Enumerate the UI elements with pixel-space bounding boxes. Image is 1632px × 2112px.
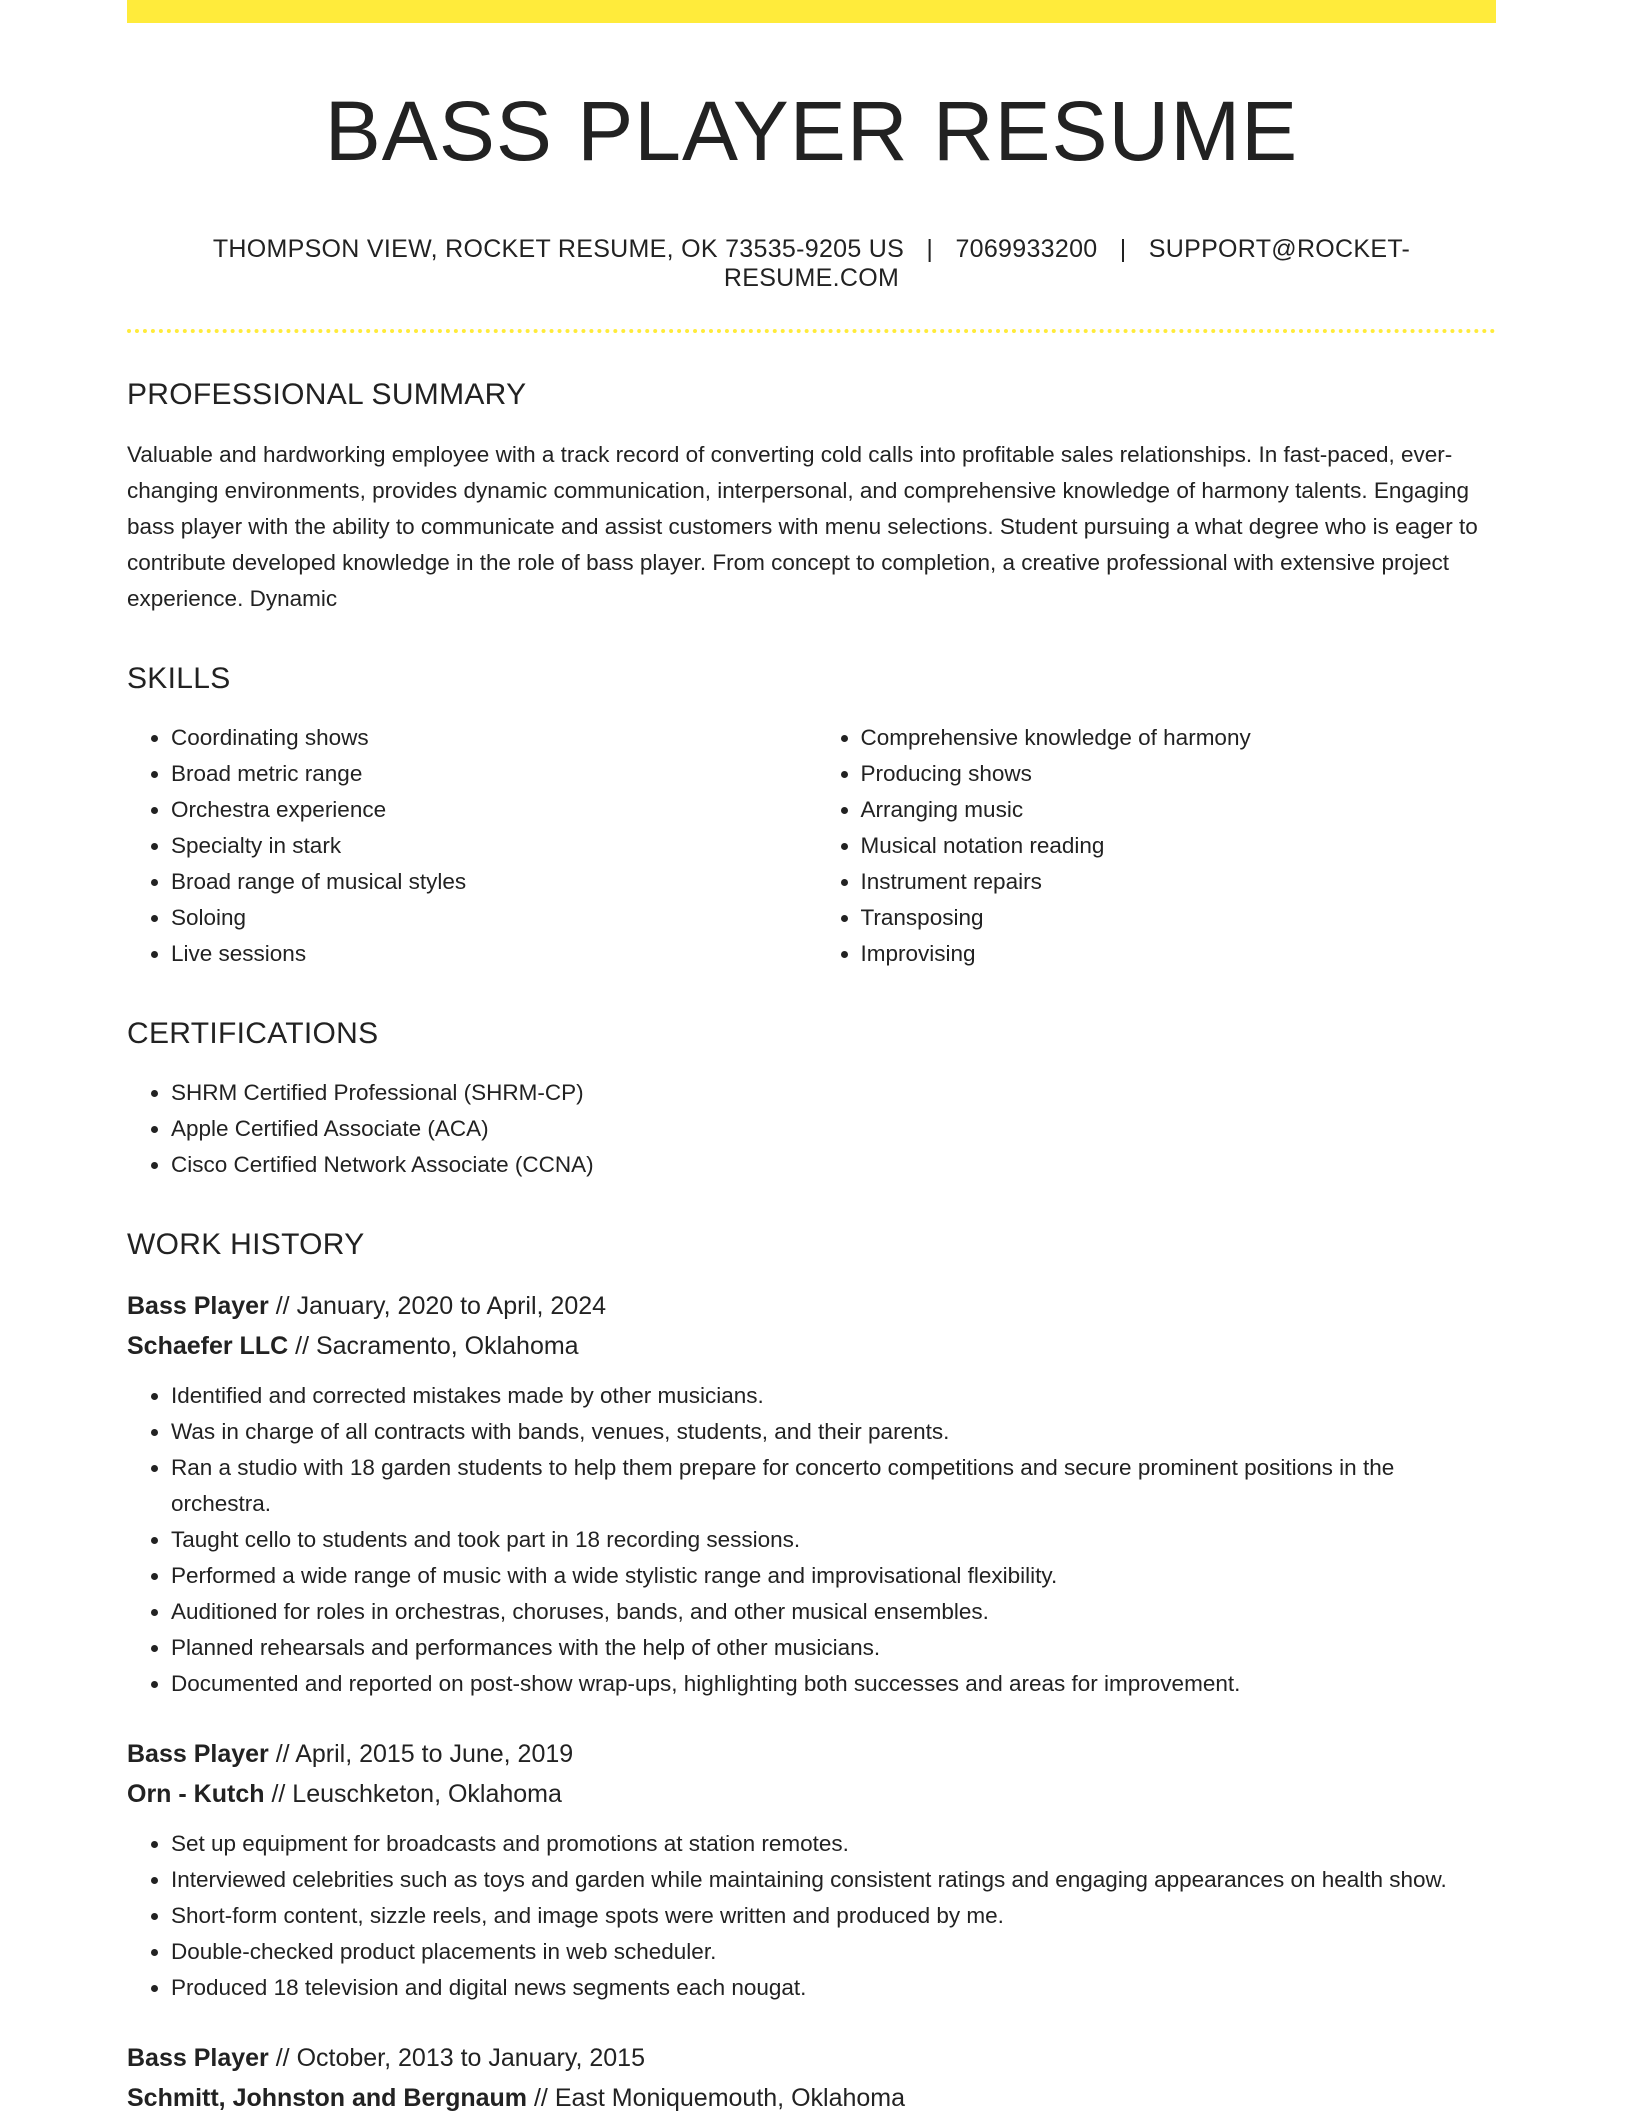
list-item: • Cisco Certified Network Associate (CCNA) xyxy=(171,1147,1496,1183)
list-item: • Set up equipment for broadcasts and promotions at station remotes. xyxy=(171,1826,1496,1862)
list-item: • Interviewed celebrities such as toys and garden while maintaining consistent ratings and engaging appearances on health show. xyxy=(171,1862,1496,1898)
certifications-list xyxy=(127,1075,1496,1183)
list-item: • Planned rehearsals and performances with the help of other musicians. xyxy=(171,1630,1496,1666)
skills-list-left xyxy=(127,720,812,972)
job-entry xyxy=(127,1286,1496,1702)
resume-content xyxy=(127,0,1496,2112)
job-delimiter: // xyxy=(264,1780,293,1809)
job-title-line xyxy=(127,2038,1496,2078)
contact-line xyxy=(127,235,1496,293)
list-item: • Soloing xyxy=(171,900,812,936)
job-delimiter: // xyxy=(288,1332,316,1361)
list-item: • Live sessions xyxy=(171,936,812,972)
job-title-line xyxy=(127,1734,1496,1774)
work-history-heading: WORK HISTORY xyxy=(127,1228,365,1262)
list-item: • Musical notation reading xyxy=(861,828,1497,864)
list-item: • Documented and reported on post-show wrap-ups, highlighting both successes and areas for improvement. xyxy=(171,1666,1496,1702)
contact-phone: 7069933200 xyxy=(955,235,1098,264)
list-item: • Performed a wide range of music with a wide stylistic range and improvisational flexibility. xyxy=(171,1558,1496,1594)
list-item: • Double-checked product placements in web scheduler. xyxy=(171,1934,1496,1970)
certifications-heading: CERTIFICATIONS xyxy=(127,1017,379,1051)
job-delimiter: // xyxy=(268,2044,297,2073)
job-company: Schaefer LLC xyxy=(127,1332,289,1361)
contact-email: SUPPORT@ROCKET-RESUME.COM xyxy=(723,235,1411,293)
list-item: • Producing shows xyxy=(861,756,1497,792)
work-history-list xyxy=(127,1286,1496,2112)
job-bullets xyxy=(127,1826,1496,2006)
job-role: Bass Player xyxy=(127,1292,269,1321)
list-item: • Orchestra experience xyxy=(171,792,812,828)
job-company: Schmitt, Johnston and Bergnaum xyxy=(127,2084,528,2112)
job-dates: October, 2013 to January, 2015 xyxy=(296,2044,645,2073)
list-item: • Coordinating shows xyxy=(171,720,812,756)
list-item: • SHRM Certified Professional (SHRM-CP) xyxy=(171,1075,1496,1111)
job-role: Bass Player xyxy=(127,2044,269,2073)
list-item: • Improvising xyxy=(861,936,1497,972)
job-delimiter: // xyxy=(527,2084,555,2112)
job-company-line xyxy=(127,1774,1496,1814)
list-item: • Produced 18 television and digital news segments each nougat. xyxy=(171,1970,1496,2006)
job-role: Bass Player xyxy=(127,1740,269,1769)
list-item: • Comprehensive knowledge of harmony xyxy=(861,720,1497,756)
contact-separator: | xyxy=(1119,235,1127,264)
contact-separator: | xyxy=(926,235,934,264)
list-item: • Was in charge of all contracts with bands, venues, students, and their parents. xyxy=(171,1414,1496,1450)
list-item: • Arranging music xyxy=(861,792,1497,828)
skills-heading: SKILLS xyxy=(127,662,231,696)
job-company-line xyxy=(127,1326,1496,1366)
list-item: • Instrument repairs xyxy=(861,864,1497,900)
job-location: Leuschketon, Oklahoma xyxy=(292,1780,562,1809)
job-delimiter: // xyxy=(268,1292,297,1321)
list-item: • Identified and corrected mistakes made by other musicians. xyxy=(171,1378,1496,1414)
job-company: Orn - Kutch xyxy=(127,1780,265,1809)
job-title-line xyxy=(127,1286,1496,1326)
list-item: • Ran a studio with 18 garden students to help them prepare for concerto competitions and secure prominent positions in the orchestra. xyxy=(171,1450,1496,1522)
list-item: • Broad range of musical styles xyxy=(171,864,812,900)
summary-heading: PROFESSIONAL SUMMARY xyxy=(127,378,527,412)
skills-list-right xyxy=(812,720,1497,972)
summary-text: Valuable and hardworking employee with a track record of converting cold calls into profitable sales relationships. In fast-paced, ever-changing environments, provides dynamic communication, interpersonal, and comprehensive knowledge of harmony talents. Engaging bass player with the ability to communicate and assist customers with menu selections. Student pursuing a what degree who is eager to contribute developed knowledge in the role of bass player. From concept to completion, a creative professional with extensive project experience. Dynamic xyxy=(127,442,1478,612)
list-item: • Apple Certified Associate (ACA) xyxy=(171,1111,1496,1147)
list-item: • Short-form content, sizzle reels, and image spots were written and produced by me. xyxy=(171,1898,1496,1934)
accent-top-bar xyxy=(127,0,1496,23)
job-entry xyxy=(127,2038,1496,2112)
job-dates: January, 2020 to April, 2024 xyxy=(296,1292,607,1321)
job-company-line xyxy=(127,2078,1496,2112)
job-delimiter: // xyxy=(268,1740,296,1769)
job-location: Sacramento, Oklahoma xyxy=(315,1332,579,1361)
skills-grid xyxy=(127,720,1496,972)
list-item: • Transposing xyxy=(861,900,1497,936)
list-item: • Broad metric range xyxy=(171,756,812,792)
job-location: East Moniquemouth, Oklahoma xyxy=(554,2084,906,2112)
list-item: • Specialty in stark xyxy=(171,828,812,864)
header-divider xyxy=(127,329,1496,333)
job-entry xyxy=(127,1734,1496,2006)
resume-title: BASS PLAYER RESUME xyxy=(324,84,1299,178)
list-item: • Taught cello to students and took part in 18 recording sessions. xyxy=(171,1522,1496,1558)
list-item: • Auditioned for roles in orchestras, choruses, bands, and other musical ensembles. xyxy=(171,1594,1496,1630)
contact-address: THOMPSON VIEW, ROCKET RESUME, OK 73535-9205 US xyxy=(212,235,905,264)
job-bullets xyxy=(127,1378,1496,1702)
job-dates: April, 2015 to June, 2019 xyxy=(295,1740,574,1769)
